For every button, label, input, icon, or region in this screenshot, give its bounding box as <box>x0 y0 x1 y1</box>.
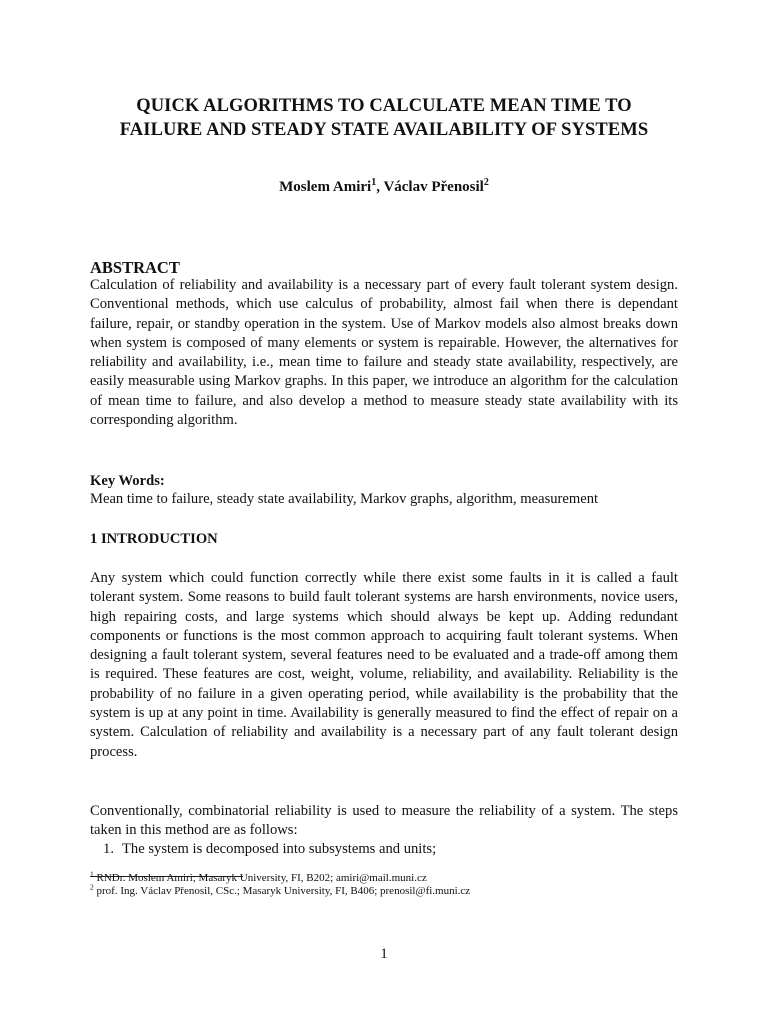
list-item-number: 1. <box>103 841 114 857</box>
footnote-2-mark: 2 <box>90 882 94 892</box>
introduction-paragraph-2: Conventionally, combinatorial reliability is used to measure the reliability of a system. The steps taken in this method are as follows: <box>90 803 678 839</box>
author-2-name: Václav Přenosil <box>383 179 484 195</box>
title-line-1: QUICK ALGORITHMS TO CALCULATE MEAN TIME TO <box>136 96 632 116</box>
abstract-heading: ABSTRACT <box>90 258 180 277</box>
author-line <box>60 178 708 196</box>
abstract-text: Calculation of reliability and availability is a necessary part of every fault tolerant system design. Conventional methods, which use calculus of probability, almost fail when there is dependant failure, repair, or standby operation in the system. Use of Markov models also almost breaks down when system is composed of many elements or system is repairable. However, the alternatives for reliability and availability, i.e., mean time to failure and steady state availability, respectively, are easily measurable using Markov graphs. In this paper, we introduce an algorithm for the calculation of mean time to failure, and also develop a method to measure steady state availability with its corresponding algorithm. <box>90 277 678 429</box>
keywords-text: Mean time to failure, steady state availability, Markov graphs, algorithm, measurement <box>90 491 599 507</box>
footnote-1-text: RNDr. Moslem Amiri; Masaryk University, FI, B202; amiri@mail.muni.cz <box>96 872 427 884</box>
footnote-1-mark: 1 <box>90 869 94 879</box>
author-2-footnote-mark[interactable]: 2 <box>483 177 489 188</box>
list-item-text: The system is decomposed into subsystems and units; <box>122 841 437 857</box>
footnote-2-text: prof. Ing. Václav Přenosil, CSc.; Masaryk University, FI, B406; prenosil@fi.muni.cz <box>96 885 471 897</box>
author-1-footnote-mark[interactable]: 1 <box>371 177 377 188</box>
footnote-2 <box>90 884 470 898</box>
page-number: 1 <box>380 946 388 962</box>
author-1-name: Moslem Amiri <box>279 179 372 195</box>
author-separator: , <box>376 179 384 195</box>
footnote-1 <box>90 871 427 885</box>
introduction-paragraph-1: Any system which could function correctly while there exist some faults in it is called a fault tolerant system. Some reasons to build fault tolerant systems are harsh environments, novice users, high repairing costs, and large systems which should always be kept up. Adding redundant components or functions is the most common approach to acquiring fault tolerant systems. When designing a fault tolerant system, several features need to be evaluated and a trade-off among them is required. These features are cost, weight, volume, reliability, and availability. Reliability is the probability of no failure in a given operating period, while availability is the probability that the system is up at any point in time. Availability is generally measured to find the effect of repair on a system. Calculation of reliability and availability is a necessary part of any fault tolerant design process. <box>90 570 678 760</box>
keywords-heading: Key Words: <box>90 473 165 489</box>
title-line-2: FAILURE AND STEADY STATE AVAILABILITY OF SYSTEMS <box>119 120 649 140</box>
list-item <box>90 840 436 859</box>
introduction-heading: 1 INTRODUCTION <box>90 531 218 547</box>
paper-title <box>60 94 708 142</box>
